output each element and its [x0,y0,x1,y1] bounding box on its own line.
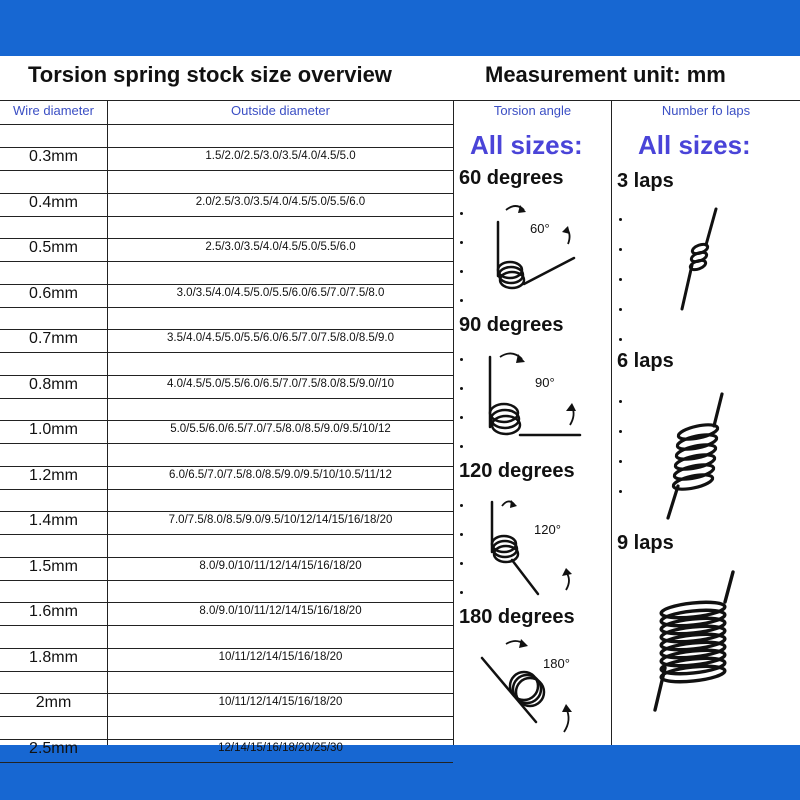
outside-diameter-cell: 3.0/3.5/4.0/4.5/5.0/5.5/6.0/6.5/7.0/7.5/8.0 [176,287,385,299]
outside-diameter-cell: 4.0/4.5/5.0/5.5/6.0/6.5/7.0/7.5/8.0/8.5/9.0//10 [167,378,394,390]
arrow-head-icon [562,226,570,234]
bullet-dot [460,416,463,419]
row-sub-separator [0,625,453,626]
angle-label-120: 120° [534,522,561,537]
outside-diameter-cell: 10/11/12/14/15/16/18/20 [218,651,343,663]
bullet-dot [460,212,463,215]
row-sub-separator [0,443,453,444]
bullet-dot [460,241,463,244]
spring-3-laps-icon [670,205,730,315]
bullet-dot [619,460,622,463]
bullet-dot [619,338,622,341]
wire-diameter-cell: 1.0mm [29,421,78,438]
row-sub-separator [0,534,453,535]
spring-60-icon [484,196,584,306]
row-sub-separator [0,216,453,217]
wire-diameter-cell: 1.8mm [29,649,78,666]
spring-180-icon [478,636,588,736]
spring-6-laps-icon [660,390,740,525]
angle-label-90: 90° [535,375,555,390]
angle-title-90: 90 degrees [459,314,564,336]
spring-90-icon [480,345,590,445]
bullet-dot [619,490,622,493]
row-sub-separator [0,352,453,353]
header-torsion-angle: Torsion angle [493,103,572,118]
bullet-dot [460,387,463,390]
wire-diameter-cell: 1.2mm [29,467,78,484]
bullet-dot [619,218,622,221]
wire-diameter-cell: 1.5mm [29,558,78,575]
outside-diameter-cell: 2.5/3.0/3.5/4.0/4.5/5.0/5.5/6.0 [205,241,356,253]
column-divider-3 [611,100,612,745]
header-outside-diameter: Outside diameter [231,103,330,118]
bullet-dot [460,299,463,302]
header-wire-diameter: Wire diameter [13,103,94,118]
outside-diameter-cell: 5.0/5.5/6.0/6.5/7.0/7.5/8.0/8.5/9.0/9.5/10/12 [170,423,391,435]
bullet-dot [619,400,622,403]
outside-diameter-cell: 10/11/12/14/15/16/18/20 [218,696,343,708]
arrow-head-icon [562,704,572,712]
angle-title-180: 180 degrees [459,606,575,628]
bullet-dot [619,308,622,311]
wire-diameter-cell: 0.7mm [29,330,78,347]
bullet-dot [619,430,622,433]
bullet-dot [460,562,463,565]
outside-diameter-cell: 7.0/7.5/8.0/8.5/9.0/9.5/10/12/14/15/16/18/20 [168,514,393,526]
angle-all-sizes: All sizes: [470,130,583,160]
bullet-dot [619,278,622,281]
wire-diameter-cell: 2.5mm [29,740,78,757]
wire-diameter-cell: 1.4mm [29,512,78,529]
outside-diameter-cell: 12/14/15/16/18/20/25/30 [218,742,343,754]
column-divider-2 [453,100,454,745]
laps-all-sizes: All sizes: [638,130,751,160]
angle-title-120: 120 degrees [459,460,575,482]
arrow-head-icon [510,500,517,508]
laps-title-3: 3 laps [617,170,674,192]
unit-label: Measurement unit: mm [485,62,726,87]
row-sub-separator [0,307,453,308]
outside-diameter-cell: 8.0/9.0/10/11/12/14/15/16/18/20 [199,605,362,617]
row-sub-separator [0,580,453,581]
row-sub-separator [0,716,453,717]
arrow-head-icon [519,639,528,648]
bullet-dot [460,358,463,361]
arrow-head-icon [562,568,572,576]
wire-diameter-cell: 2mm [35,694,72,711]
top-banner [0,0,800,56]
header-bottom-line [0,124,453,125]
wire-diameter-cell: 0.6mm [29,285,78,302]
bullet-dot [460,504,463,507]
header-top-line [0,100,800,101]
header-number-of-laps: Number fo laps [661,103,751,118]
bullet-dot [460,445,463,448]
bullet-dot [460,591,463,594]
row-sub-separator [0,261,453,262]
arrow-head-icon [566,403,576,411]
outside-diameter-cell: 2.0/2.5/3.0/3.5/4.0/4.5/5.0/5.5/6.0 [195,196,366,208]
outside-diameter-cell: 3.5/4.0/4.5/5.0/5.5/6.0/6.5/7.0/7.5/8.0/8.5/9.0 [167,332,394,344]
angle-label-60: 60° [530,221,550,236]
row-sub-separator [0,489,453,490]
wire-diameter-cell: 0.5mm [29,239,78,256]
outside-diameter-cell: 6.0/6.5/7.0/7.5/8.0/8.5/9.0/9.5/10/10.5/11/12 [169,469,392,481]
angle-label-180: 180° [543,656,570,671]
bullet-dot [460,533,463,536]
wire-diameter-cell: 0.3mm [29,148,78,165]
angle-title-60: 60 degrees [459,167,564,189]
spring-120-icon [480,494,590,604]
spring-9-laps-icon [645,568,745,718]
wire-diameter-cell: 1.6mm [29,603,78,620]
outside-diameter-cell: 8.0/9.0/10/11/12/14/15/16/18/20 [199,560,362,572]
page-title: Torsion spring stock size overview [28,62,392,87]
row-sub-separator [0,170,453,171]
row-sub-separator [0,671,453,672]
wire-diameter-cell: 0.8mm [29,376,78,393]
outside-diameter-cell: 1.5/2.0/2.5/3.0/3.5/4.0/4.5/5.0 [205,150,356,162]
bullet-dot [460,270,463,273]
laps-title-6: 6 laps [617,350,674,372]
laps-title-9: 9 laps [617,532,674,554]
wire-diameter-cell: 0.4mm [29,194,78,211]
row-sub-separator [0,398,453,399]
row-sub-separator [0,762,453,763]
bullet-dot [619,248,622,251]
